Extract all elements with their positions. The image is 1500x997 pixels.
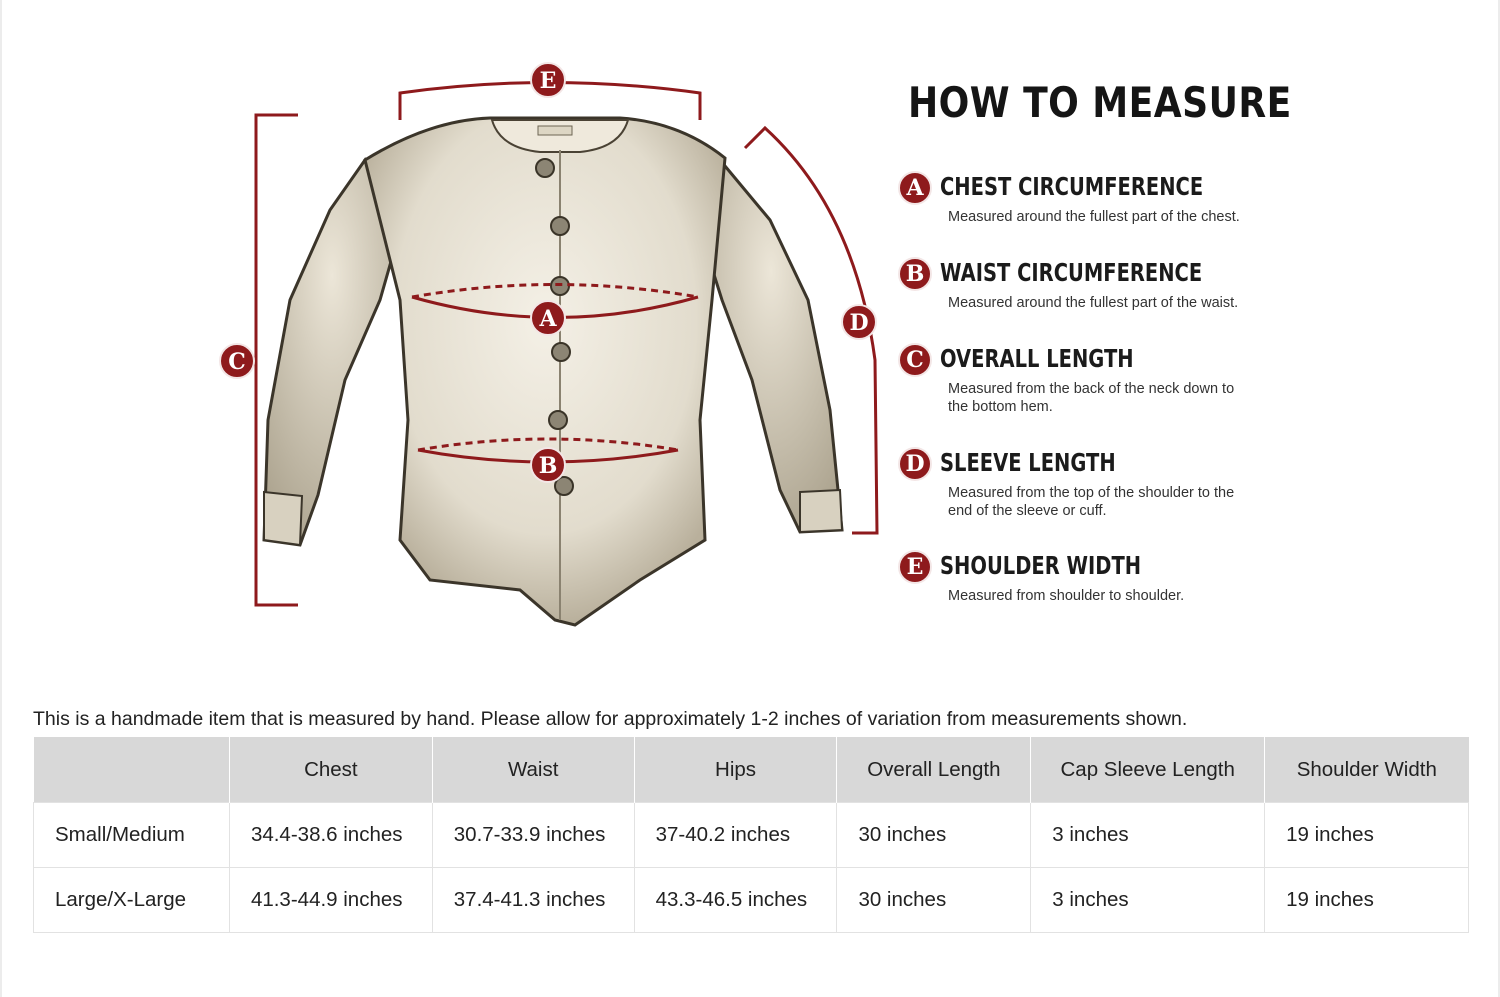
table-cell: 3 inches: [1031, 803, 1265, 868]
button: [536, 159, 554, 177]
button: [552, 343, 570, 361]
marker-d-label: D: [849, 310, 869, 336]
marker-c-label: C: [228, 349, 246, 375]
measure-heading: CHEST CIRCUMFERENCE: [940, 172, 1204, 201]
table-cell: 30 inches: [837, 803, 1031, 868]
table-cell: 19 inches: [1265, 868, 1469, 933]
header-overall-length: Overall Length: [837, 737, 1031, 803]
badge-e-icon: E: [898, 550, 932, 584]
table-cell: 37-40.2 inches: [634, 803, 837, 868]
badge-b-icon: B: [898, 257, 932, 291]
table-cell: 41.3-44.9 inches: [229, 868, 432, 933]
header-shoulder-width: Shoulder Width: [1265, 737, 1469, 803]
measure-heading: SHOULDER WIDTH: [940, 551, 1142, 580]
table-cell: 19 inches: [1265, 803, 1469, 868]
badge-d-icon: D: [898, 447, 932, 481]
right-cuff: [800, 490, 842, 532]
table-cell: 30 inches: [837, 868, 1031, 933]
badge-a-icon: A: [898, 171, 932, 205]
jacket-illustration: [264, 118, 842, 625]
table-header-row: [34, 737, 1469, 803]
table-row: [34, 803, 1469, 868]
marker-b-label: B: [538, 453, 558, 479]
left-cuff: [264, 492, 302, 545]
measure-heading: SLEEVE LENGTH: [940, 448, 1116, 477]
header-size: [34, 737, 230, 803]
size-label: Small/Medium: [34, 803, 230, 868]
measure-description: Measured from the back of the neck down to the bottom hem.: [948, 381, 1235, 415]
how-to-measure-title: HOW TO MEASURE: [908, 78, 1292, 127]
button: [551, 217, 569, 235]
header-cap-sleeve-length: Cap Sleeve Length: [1031, 737, 1265, 803]
measure-description: Measured around the fullest part of the waist.: [948, 295, 1239, 311]
badge-c-icon: C: [898, 343, 932, 377]
measure-heading: OVERALL LENGTH: [940, 344, 1134, 373]
header-hips: Hips: [634, 737, 837, 803]
measure-heading: WAIST CIRCUMFERENCE: [940, 258, 1203, 287]
collar-tag: [538, 126, 572, 135]
measure-description: Measured from the top of the shoulder to the end of the sleeve or cuff.: [948, 485, 1235, 519]
measure-description: Measured around the fullest part of the chest.: [948, 209, 1240, 225]
jacket-body: [365, 118, 725, 625]
table-cell: 3 inches: [1031, 868, 1265, 933]
table-cell: 34.4-38.6 inches: [229, 803, 432, 868]
table-row: [34, 868, 1469, 933]
size-label: Large/X-Large: [34, 868, 230, 933]
button: [549, 411, 567, 429]
header-waist: Waist: [432, 737, 634, 803]
header-chest: Chest: [229, 737, 432, 803]
size-table: [33, 737, 1469, 933]
right-sleeve: [700, 160, 842, 532]
table-cell: 30.7-33.9 inches: [432, 803, 634, 868]
marker-a-label: A: [539, 306, 557, 332]
handmade-note: This is a handmade item that is measured by hand. Please allow for approximately 1-2 inches of variation from measurements shown.: [33, 708, 1188, 730]
table-cell: 37.4-41.3 inches: [432, 868, 634, 933]
table-cell: 43.3-46.5 inches: [634, 868, 837, 933]
marker-e-label: E: [539, 68, 557, 94]
measure-description: Measured from shoulder to shoulder.: [948, 588, 1185, 604]
